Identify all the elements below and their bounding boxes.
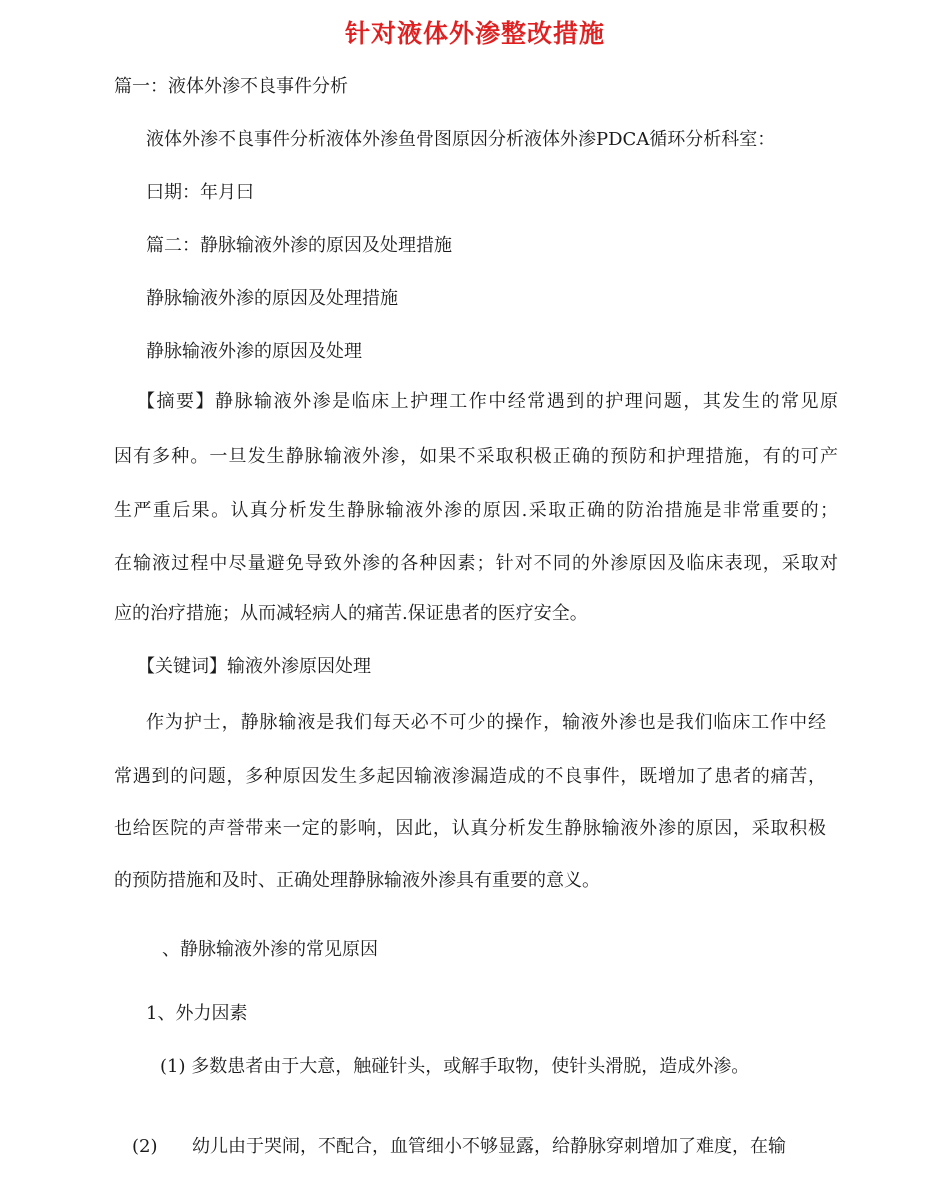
subtitle-measures: 静脉输液外渗的原因及处理措施: [146, 288, 398, 309]
causes-heading: 、静脉输液外渗的常见原因: [162, 939, 378, 960]
intro-line: 作为护士，静脉输液是我们每天必不可少的操作，输液外渗也是我们临床工作中经: [146, 712, 826, 733]
analysis-line: 液体外渗不良事件分析液体外渗鱼骨图原因分析液体外渗PDCA循环分析科室：: [146, 129, 776, 150]
keywords-line: 【关键词】输液外渗原因处理: [137, 656, 371, 677]
abstract-line: 在输液过程中尽量避免导致外渗的各种因素；针对不同的外渗原因及临床表现，采取对: [114, 553, 838, 574]
abstract-line: 因有多种。一旦发生静脉输液外渗，如果不采取积极正确的预防和护理措施，有的可产: [114, 446, 838, 467]
document-title: 针对液体外渗整改措施: [344, 19, 605, 48]
list-item-2-text: 幼儿由于哭闹，不配合，血管细小不够显露，给静脉穿刺增加了难度，在输: [192, 1136, 786, 1157]
intro-line: 常遇到的问题，多种原因发生多起因输液渗漏造成的不良事件，既增加了患者的痛苦，: [114, 766, 826, 787]
date-line: 曰期：年月曰: [146, 182, 254, 203]
abstract-line: 生严重后果。认真分析发生静脉输液外渗的原因.采取正确的防治措施是非常重要的；: [114, 500, 838, 521]
list-item-2-number: (2): [132, 1136, 158, 1157]
list-item-1: (1) 多数患者由于大意，触碰针头，或解手取物，使针头滑脱，造成外渗。: [160, 1056, 750, 1077]
external-factors-heading: 1、外力因素: [146, 1003, 248, 1024]
abstract-line: 应的治疗措施；从而减轻病人的痛苦.保证患者的医疗安全。: [114, 603, 588, 624]
intro-line: 也给医院的声誉带来一定的影响，因此，认真分析发生静脉输液外渗的原因，采取积极: [114, 818, 826, 839]
section2-heading: 篇二：静脉输液外渗的原因及处理措施: [146, 235, 452, 256]
section1-heading: 篇一：液体外渗不良事件分析: [114, 76, 348, 97]
intro-line: 的预防措施和及时、正确处理静脉输液外渗具有重要的意义。: [114, 870, 600, 891]
abstract-line: 【摘要】静脉输液外渗是临床上护理工作中经常遇到的护理问题，其发生的常见原: [137, 391, 838, 412]
subtitle-handling: 静脉输液外渗的原因及处理: [146, 341, 362, 362]
